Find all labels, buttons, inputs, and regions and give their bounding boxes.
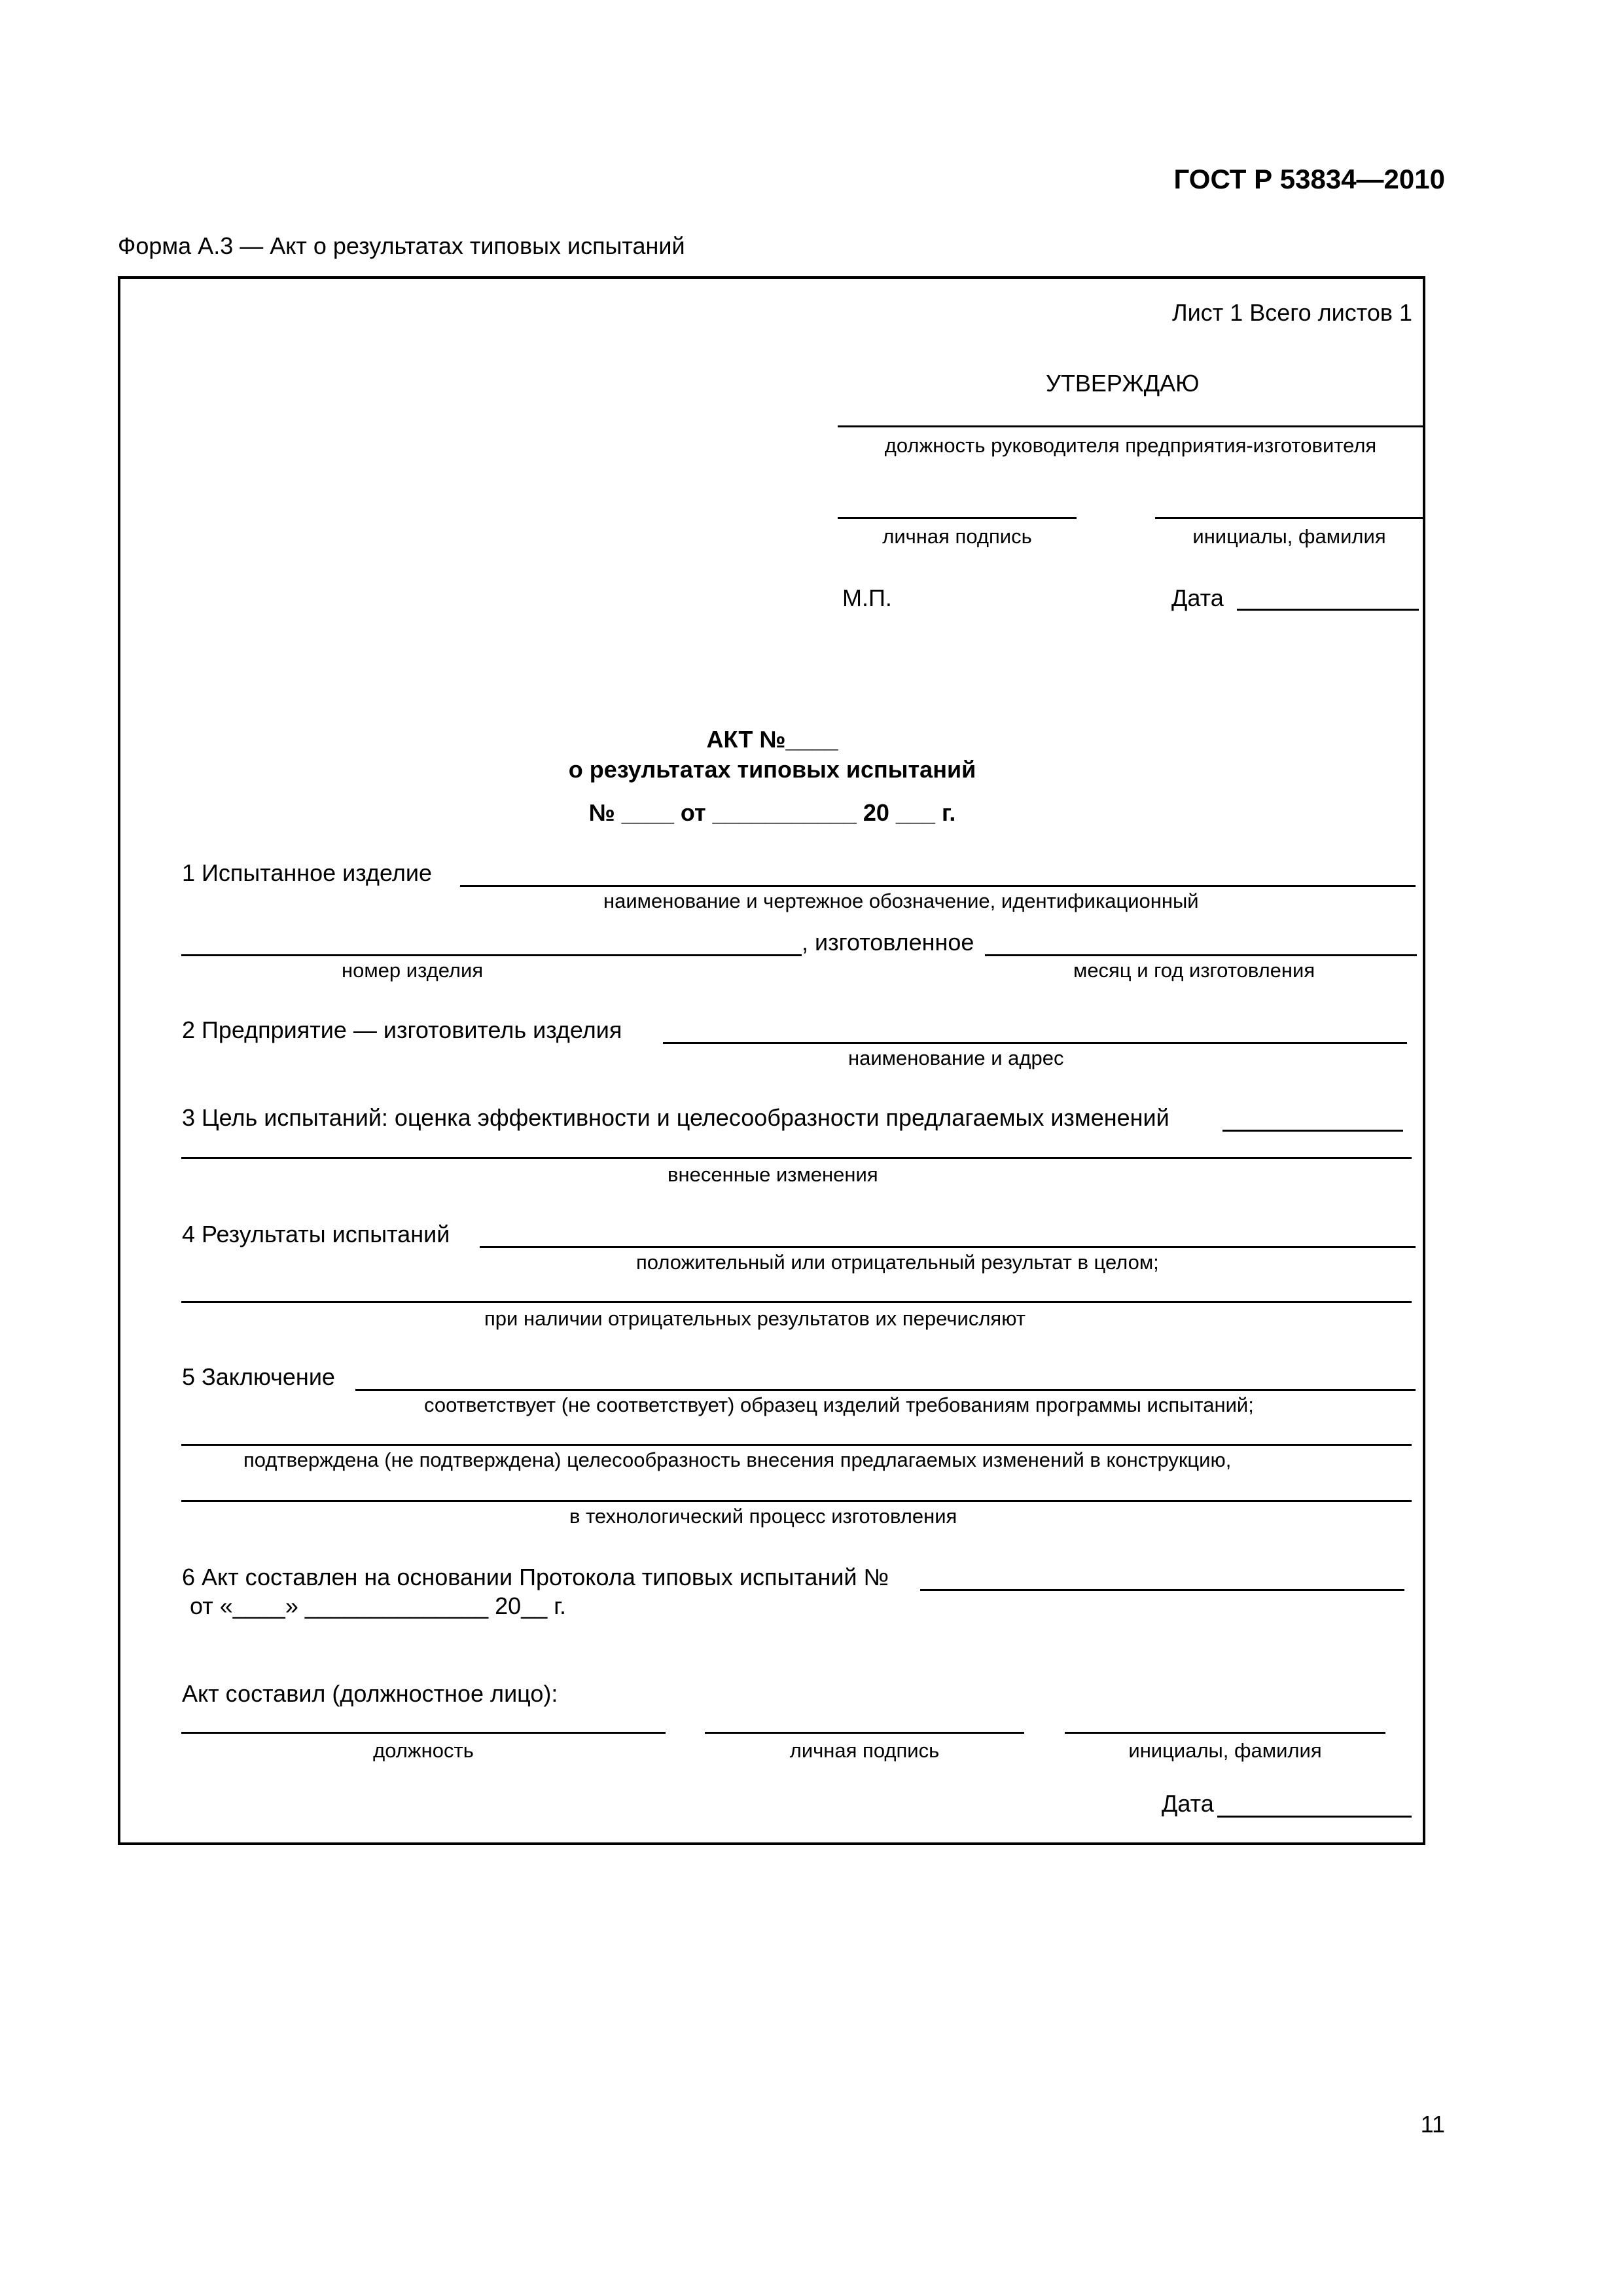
- approval-signature-caption: личная подпись: [882, 525, 1032, 548]
- section-6-label: 6 Акт составлен на основании Протокола типовых испытаний №: [182, 1564, 889, 1590]
- form-caption: Форма А.3 — Акт о результатах типовых испытаний: [118, 232, 685, 259]
- product-number-field[interactable]: [181, 954, 802, 956]
- section-1-field[interactable]: [460, 885, 1416, 887]
- section-1-label: 1 Испытанное изделие: [182, 859, 432, 886]
- act-title: АКТ №____: [706, 726, 838, 753]
- section-4-label: 4 Результаты испытаний: [182, 1221, 450, 1247]
- compiler-position-field[interactable]: [181, 1732, 666, 1734]
- standard-number: ГОСТ Р 53834—2010: [1173, 164, 1445, 194]
- section-1-caption: наименование и чертежное обозначение, идентификационный: [603, 889, 1199, 912]
- section-4-caption-1: положительный или отрицательный результат в целом;: [636, 1251, 1159, 1274]
- compiler-date-label: Дата: [1162, 1790, 1214, 1817]
- section-5-field-2[interactable]: [181, 1444, 1412, 1446]
- approval-signature-line[interactable]: [838, 517, 1077, 519]
- section-3-field[interactable]: [181, 1157, 1412, 1159]
- made-label: , изготовленное: [802, 929, 974, 956]
- section-4-field[interactable]: [480, 1246, 1416, 1248]
- act-number-date: № ____ от ___________ 20 ___ г.: [588, 799, 956, 826]
- section-5-field-3[interactable]: [181, 1500, 1412, 1502]
- compiler-signature-caption: личная подпись: [789, 1739, 940, 1762]
- stamp-label: М.П.: [842, 584, 892, 611]
- manufacture-date-field[interactable]: [985, 954, 1417, 956]
- sheet-info: Лист 1 Всего листов 1: [1171, 299, 1412, 326]
- compiler-label: Акт составил (должностное лицо):: [182, 1680, 558, 1707]
- section-2-field[interactable]: [663, 1042, 1407, 1044]
- approval-position-line[interactable]: [838, 425, 1423, 427]
- section-3-label: 3 Цель испытаний: оценка эффективности и целесообразности предлагаемых изменений: [182, 1104, 1169, 1131]
- section-3-caption: внесенные изменения: [668, 1163, 878, 1186]
- compiler-name-caption: инициалы, фамилия: [1128, 1739, 1322, 1762]
- protocol-number-field[interactable]: [920, 1589, 1404, 1591]
- compiler-date-field[interactable]: [1217, 1816, 1412, 1818]
- approval-name-caption: инициалы, фамилия: [1192, 525, 1386, 548]
- section-3-field-inline[interactable]: [1222, 1130, 1403, 1132]
- section-5-caption-1: соответствует (не соответствует) образец изделий требованиям программы испытаний;: [424, 1393, 1254, 1416]
- approval-date-line[interactable]: [1237, 609, 1419, 611]
- section-6-date-line: от «____» ______________ 20__ г.: [190, 1592, 566, 1619]
- section-4-caption-2: при наличии отрицательных результатов их перечисляют: [484, 1307, 1026, 1330]
- product-number-caption: номер изделия: [342, 959, 484, 982]
- section-5-label: 5 Заключение: [182, 1363, 335, 1390]
- section-4-field-2[interactable]: [181, 1301, 1412, 1303]
- approval-title: УТВЕРЖДАЮ: [1046, 370, 1200, 397]
- manufacture-date-caption: месяц и год изготовления: [1073, 959, 1315, 982]
- approval-date-label: Дата: [1171, 584, 1224, 611]
- approval-name-line[interactable]: [1155, 517, 1423, 519]
- compiler-name-field[interactable]: [1065, 1732, 1385, 1734]
- section-5-field[interactable]: [355, 1389, 1416, 1391]
- act-subtitle: о результатах типовых испытаний: [568, 756, 976, 783]
- approval-position-caption: должность руководителя предприятия-изготовителя: [884, 434, 1377, 457]
- section-2-label: 2 Предприятие — изготовитель изделия: [182, 1016, 622, 1043]
- section-5-caption-3: в технологический процесс изготовления: [569, 1505, 957, 1528]
- compiler-position-caption: должность: [373, 1739, 474, 1762]
- section-5-caption-2: подтверждена (не подтверждена) целесообразность внесения предлагаемых изменений в конструкцию,: [243, 1448, 1232, 1471]
- section-2-caption: наименование и адрес: [848, 1047, 1064, 1069]
- compiler-signature-field[interactable]: [705, 1732, 1024, 1734]
- page-number: 11: [1420, 2111, 1445, 2138]
